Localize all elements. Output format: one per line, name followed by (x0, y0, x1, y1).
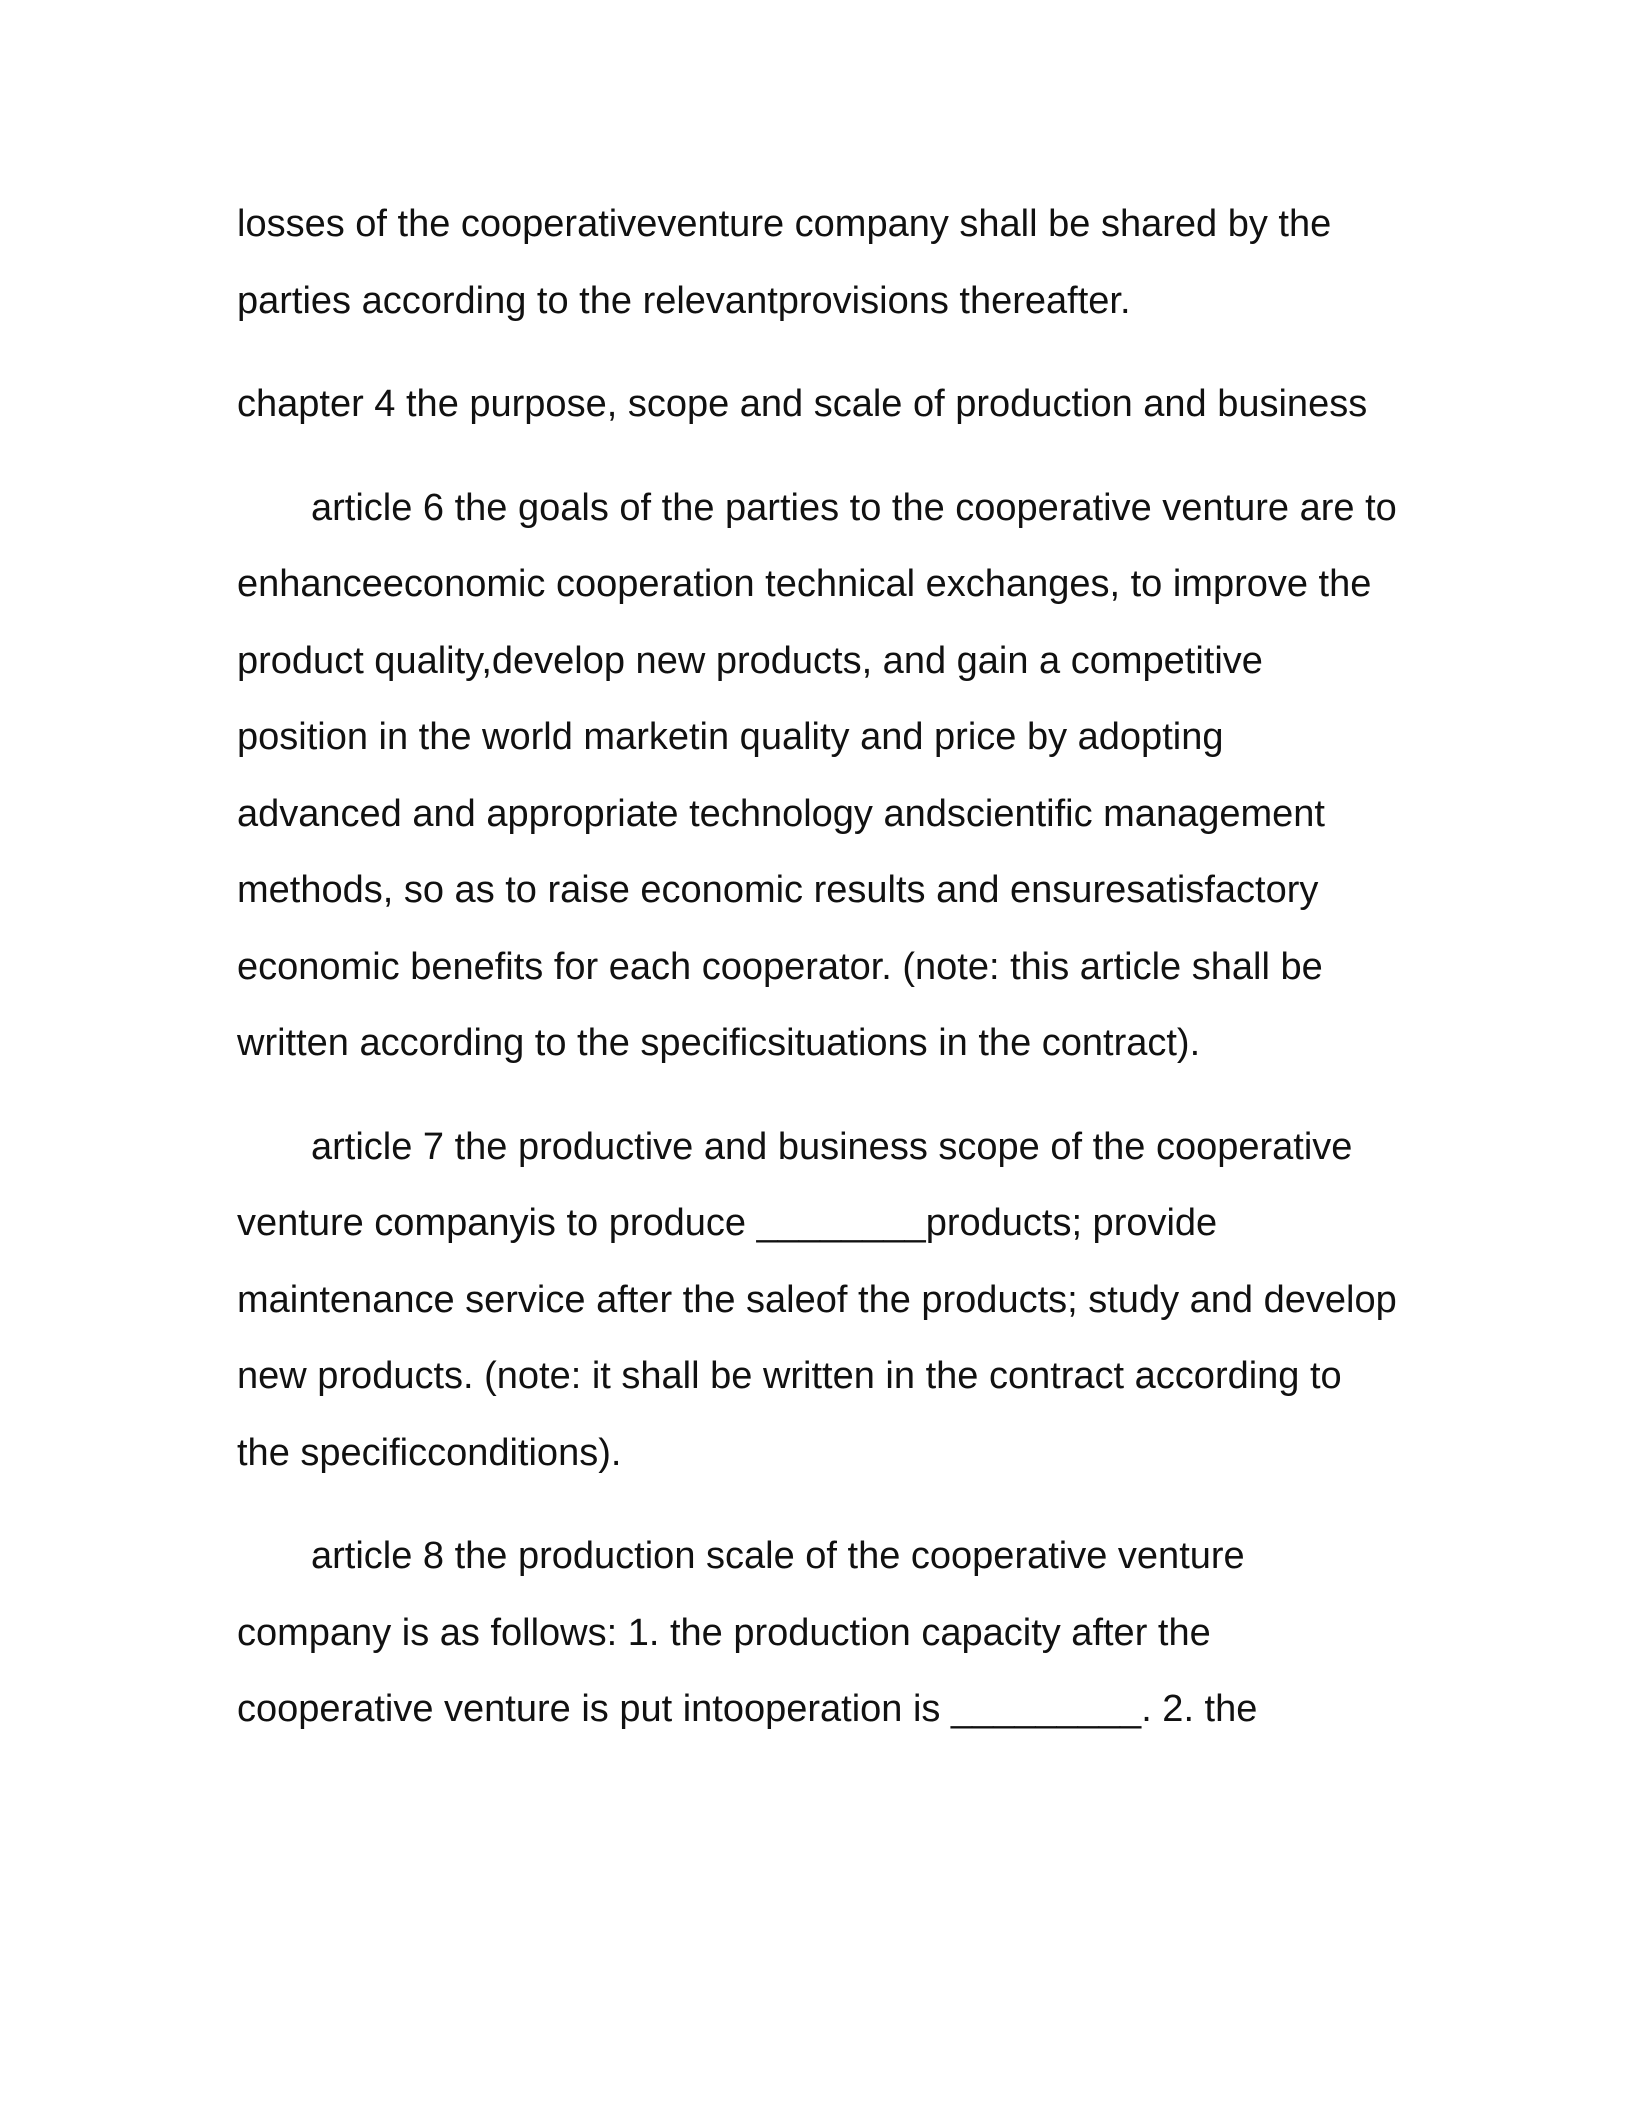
document-body (237, 186, 1397, 1748)
paragraph-losses-sharing: losses of the cooperativeventure company shall be shared by the parties according to the relevantprovisions thereafter. (237, 203, 1332, 322)
article-6-paragraph: article 6 the goals of the parties to the cooperative venture are to enhanceeconomic cooperation technical exchanges, to improve the product quality,develop new products, and gain a competitive position in the world marketin quality and price by adopting advanced and appropriate technology andscientific management methods, so as to raise economic results and ensuresatisfactory economic benefits for each cooperator. (note: this article shall be written according to the specificsituations in the contract). (237, 486, 1397, 1064)
article-8-paragraph: article 8 the production scale of the cooperative venture company is as follows: 1. the production capacity after the cooperative venture is put intooperation is _________. 2. the (237, 1535, 1258, 1730)
chapter-4-heading: chapter 4 the purpose, scope and scale of production and business (237, 383, 1368, 425)
article-7-paragraph: article 7 the productive and business scope of the cooperative venture companyis to produce ________products; provide maintenance service after the saleof the products; study and develop new products. (note: it shall be written in the contract according to the specificconditions). (237, 1125, 1397, 1474)
